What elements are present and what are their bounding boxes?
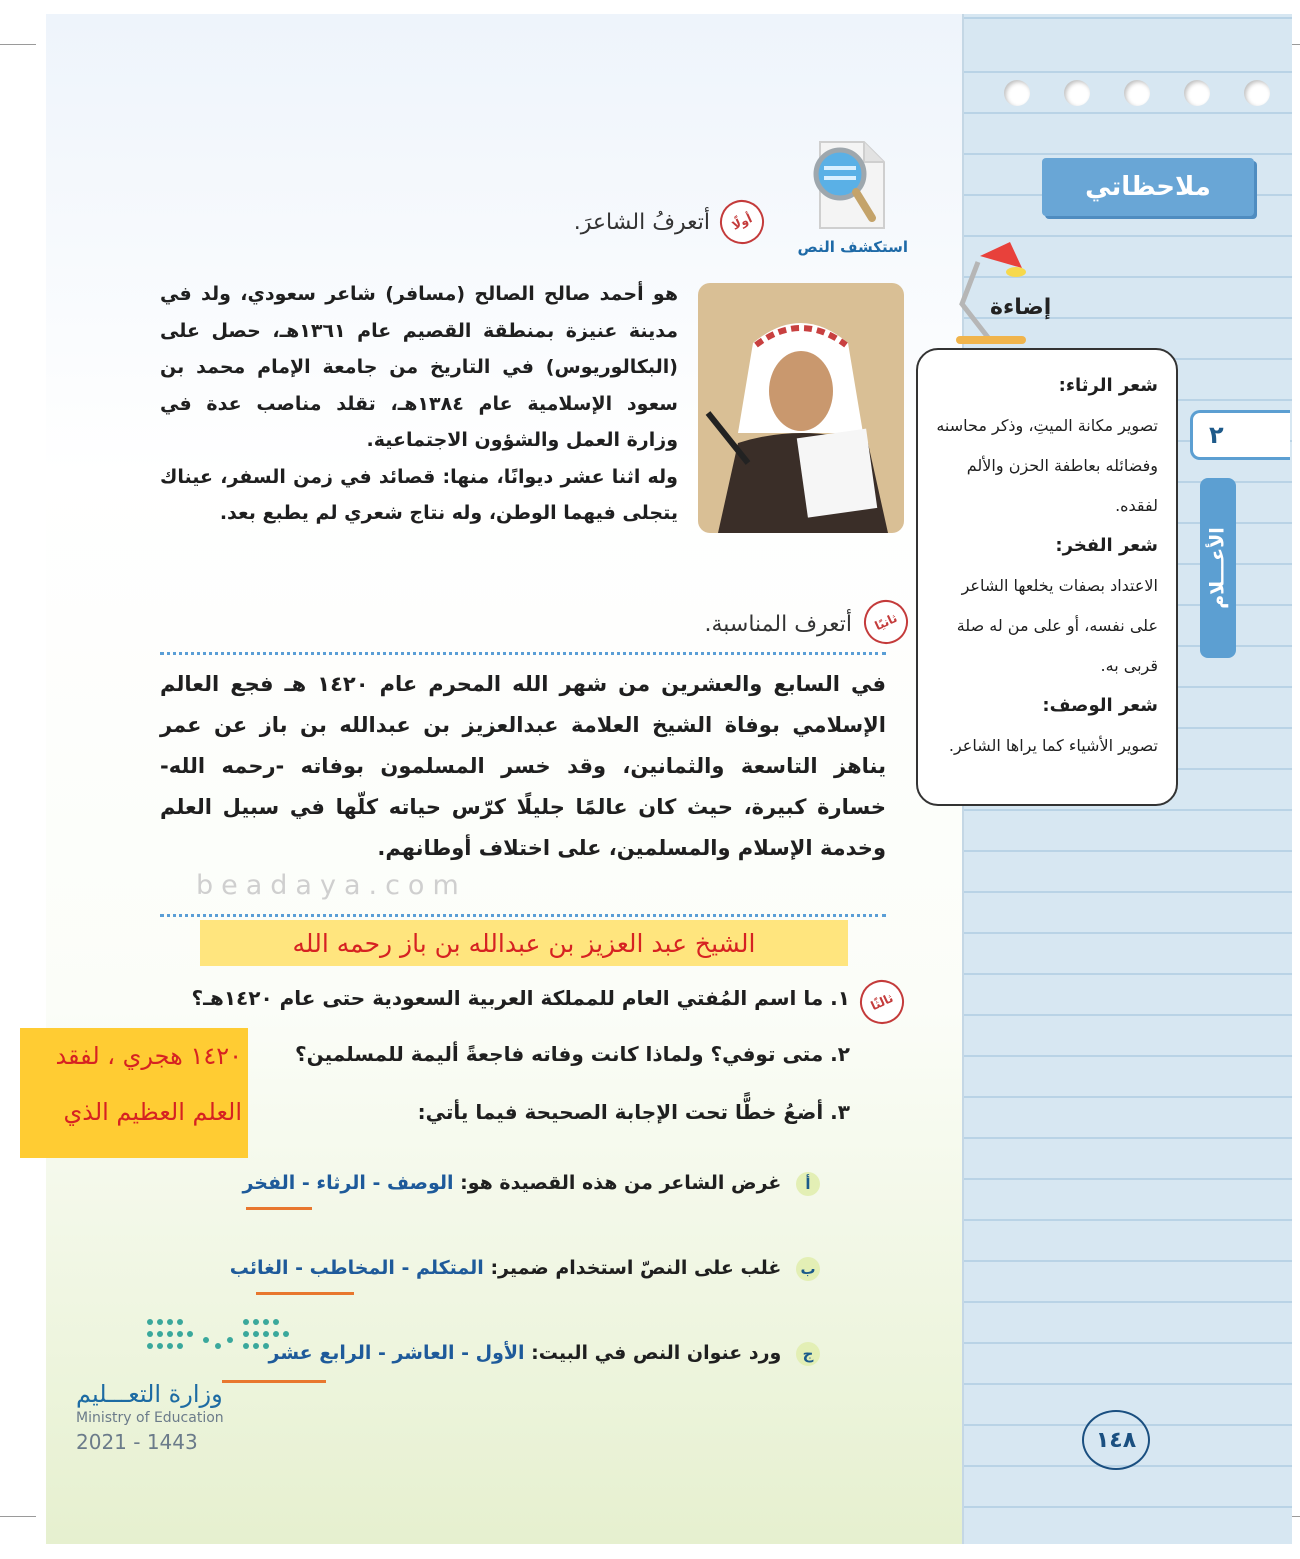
binder-hole: [1184, 80, 1210, 106]
binder-hole: [1124, 80, 1150, 106]
term-pride: شعر الفخر:: [1055, 535, 1158, 556]
section-badge-third: ثالثًا: [853, 973, 911, 1031]
watermark: beadaya.com: [196, 870, 467, 901]
answer-underline-a: [246, 1207, 312, 1210]
magnifier-document-icon: [806, 138, 890, 232]
option-choices: الأول - العاشر - الرابع عشر: [268, 1342, 525, 1364]
occasion-text: في السابع والعشرين من شهر الله المحرم عام ١٤٢٠ هـ فجع العالم الإسلامي بوفاة الشيخ العلامة عبدالعزيز بن عبدالله بن باز عن عمر يناهز التاسعة والثمانين، وقد خسر المسلمون بوفاته -رحمه الله- خسارة كبيرة، حيث كان عالمًا جليلًا كرّس حياته كلّها في سبيل العلم وخدمة الإسلام والمسلمين، على اختلاف أوطانهم.: [160, 672, 886, 860]
answer-highlight-1: الشيخ عبد العزيز بن عبدالله بن باز رحمه الله: [200, 920, 848, 966]
term-elegy: شعر الرثاء:: [1058, 375, 1158, 396]
lamp-icon: [950, 232, 1060, 352]
question-2: ٢. متى توفي؟ ولماذا كانت وفاته فاجعةً أليمة للمسلمين؟: [294, 1042, 850, 1066]
def-pride: الاعتداد بصفات يخلعها الشاعر على نفسه، أو على من له صلة قربى به.: [956, 576, 1158, 675]
ministry-name-en: Ministry of Education: [76, 1410, 224, 1426]
highlight-title: إضاءة: [990, 295, 1052, 320]
option-a: [150, 1172, 820, 1196]
binder-hole: [1244, 80, 1270, 106]
explore-label: استكشف النص: [797, 238, 908, 256]
question-1: ١. ما اسم المُفتي العام للمملكة العربية السعودية حتى عام ١٤٢٠هـ؟: [191, 986, 850, 1010]
option-choices: الوصف - الرثاء - الفخر: [242, 1172, 454, 1194]
option-stem: ورد عنوان النص في البيت:: [531, 1342, 782, 1364]
binder-hole: [1004, 80, 1030, 106]
answer-highlight-2: ١٤٢٠ هجري ، لفقد العلم العظيم الذي: [20, 1028, 248, 1158]
answer-underline-b: [256, 1292, 354, 1295]
question-3: ٣. أضعُ خطًّا تحت الإجابة الصحيحة فيما يأتي:: [417, 1100, 850, 1124]
binder-hole: [1064, 80, 1090, 106]
poet-bio-p1: هو أحمد صالح الصالح (مسافر) شاعر سعودي، ولد في مدينة عنيزة بمنطقة القصيم عام ١٣٦١هـ، حصل على (البكالوريوس) في التاريخ من جامعة الإمام محمد بن سعود الإسلامية عام ١٣٨٤هـ، تقلد مناصب عدة في وزارة العمل والشؤون الاجتماعية.: [160, 283, 678, 451]
option-stem: غرض الشاعر من هذه القصيدة هو:: [460, 1172, 782, 1194]
section-badge-second: ثانيًا: [857, 593, 915, 651]
ministry-years: 2021 - 1443: [76, 1430, 198, 1454]
lesson-number-tab: ٢: [1190, 410, 1290, 460]
option-choices: المتكلم - المخاطب - الغائب: [229, 1257, 484, 1279]
option-stem: غلب على النصّ استخدام ضمير:: [490, 1257, 782, 1279]
poet-bio-p2: وله اثنا عشر ديوانًا، منها: قصائد في زمن السفر، عيناك يتجلى فيهما الوطن، وله نتاج شعري لم يطبع بعد.: [160, 465, 678, 524]
crop-mark: [0, 1516, 36, 1517]
unit-label: الأعـــلام: [1207, 527, 1230, 609]
divider-top: [160, 652, 886, 655]
option-letter: ج: [796, 1342, 820, 1366]
def-elegy: تصوير مكانة الميتِ، وذكر محاسنه وفضائله بعاطفة الحزن والألم لفقده.: [936, 416, 1158, 515]
ministry-dots-icon: [146, 1316, 296, 1360]
section-badge-first: أولًا: [713, 193, 771, 251]
page-number: ١٤٨: [1082, 1410, 1150, 1470]
unit-tab: [1200, 478, 1236, 658]
crop-mark: [0, 44, 36, 45]
highlight-box: [916, 348, 1178, 806]
ministry-name-ar: وزارة التعـــليم: [76, 1380, 223, 1408]
term-description: شعر الوصف:: [1042, 695, 1158, 716]
option-b: [150, 1257, 820, 1281]
poet-photo: [698, 283, 904, 533]
poet-bio: [160, 276, 678, 532]
divider-bottom: [160, 914, 886, 917]
answer-underline-c: [222, 1380, 326, 1383]
section-heading-poet: أتعرفُ الشاعرَ.: [573, 210, 710, 235]
def-description: تصوير الأشياء كما يراها الشاعر.: [948, 736, 1158, 755]
section-heading-occasion: أتعرف المناسبة.: [704, 612, 852, 637]
notes-title: ملاحظاتي: [1042, 158, 1254, 216]
option-letter: أ: [796, 1172, 820, 1196]
option-letter: ب: [796, 1257, 820, 1281]
